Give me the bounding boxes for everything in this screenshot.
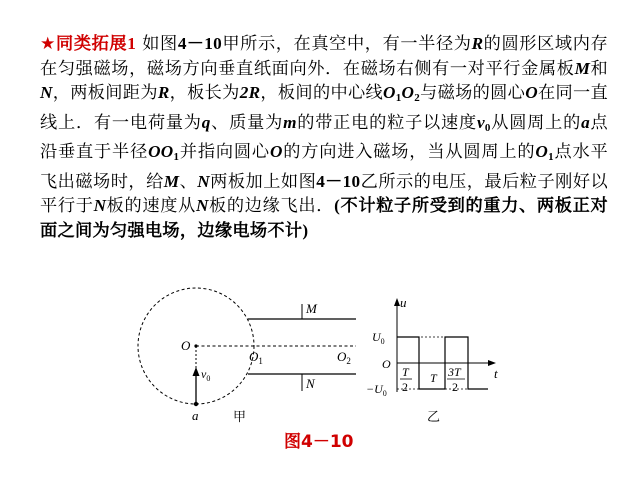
label-T-half-num: T — [402, 365, 409, 379]
label-v0: $v_0$ — [201, 367, 211, 383]
label-u: u — [400, 295, 407, 310]
label-O: O — [181, 338, 191, 353]
label-3T-half-num: 3T — [448, 365, 461, 379]
caption-yi: 乙 — [427, 410, 441, 425]
label-M: M — [306, 301, 317, 316]
label-T: T — [430, 371, 437, 385]
figure-right-voltage-graph — [366, 295, 498, 425]
point-a — [194, 402, 198, 406]
label-origin: O — [382, 357, 391, 371]
figure-left-magnetic-field — [138, 288, 356, 425]
label-t: t — [494, 366, 498, 381]
label-neg-U0: $-U_0$ — [366, 382, 387, 398]
section-tag: ★同类拓展1 — [40, 34, 137, 54]
caption-jia: 甲 — [233, 410, 247, 425]
arrow-head-icon — [193, 367, 200, 376]
figure-caption: 图4－10 — [284, 432, 354, 452]
label-O2: $O_2$ — [337, 349, 351, 366]
label-a: a — [192, 408, 199, 423]
label-O1: $O_1$ — [249, 349, 263, 366]
label-U0: $U_0$ — [372, 330, 385, 346]
problem-text: ★同类拓展1 如图4－10甲所示，在真空中，有一半径为R的圆形区域内存在匀强磁场，磁场方向垂直纸面向外．在磁场右侧有一对平行金属板M和N，两板间距为R，板长为2R，板间的中心线$O_1O_2$与磁场的圆心O在同一直线上．有一电荷量为q、质量为m的带正电的粒子以速度$v_0$从圆周上的a点沿垂直于半径$OO_1$并指向圆心O的方向进入磁场，当从圆周上的$O_1$点水平飞出磁场时，给M、N两板加上如图4－10乙所示的电压，最后粒子刚好以平行于N板的速度从N板的边缘飞出．(不计粒子所受到的重力、两板正对面之间为匀强电场，边缘电场不计) — [40, 34, 608, 240]
label-T-half-den: 2 — [402, 380, 408, 394]
label-3T-half-den: 2 — [452, 380, 458, 394]
label-N: N — [306, 376, 315, 391]
